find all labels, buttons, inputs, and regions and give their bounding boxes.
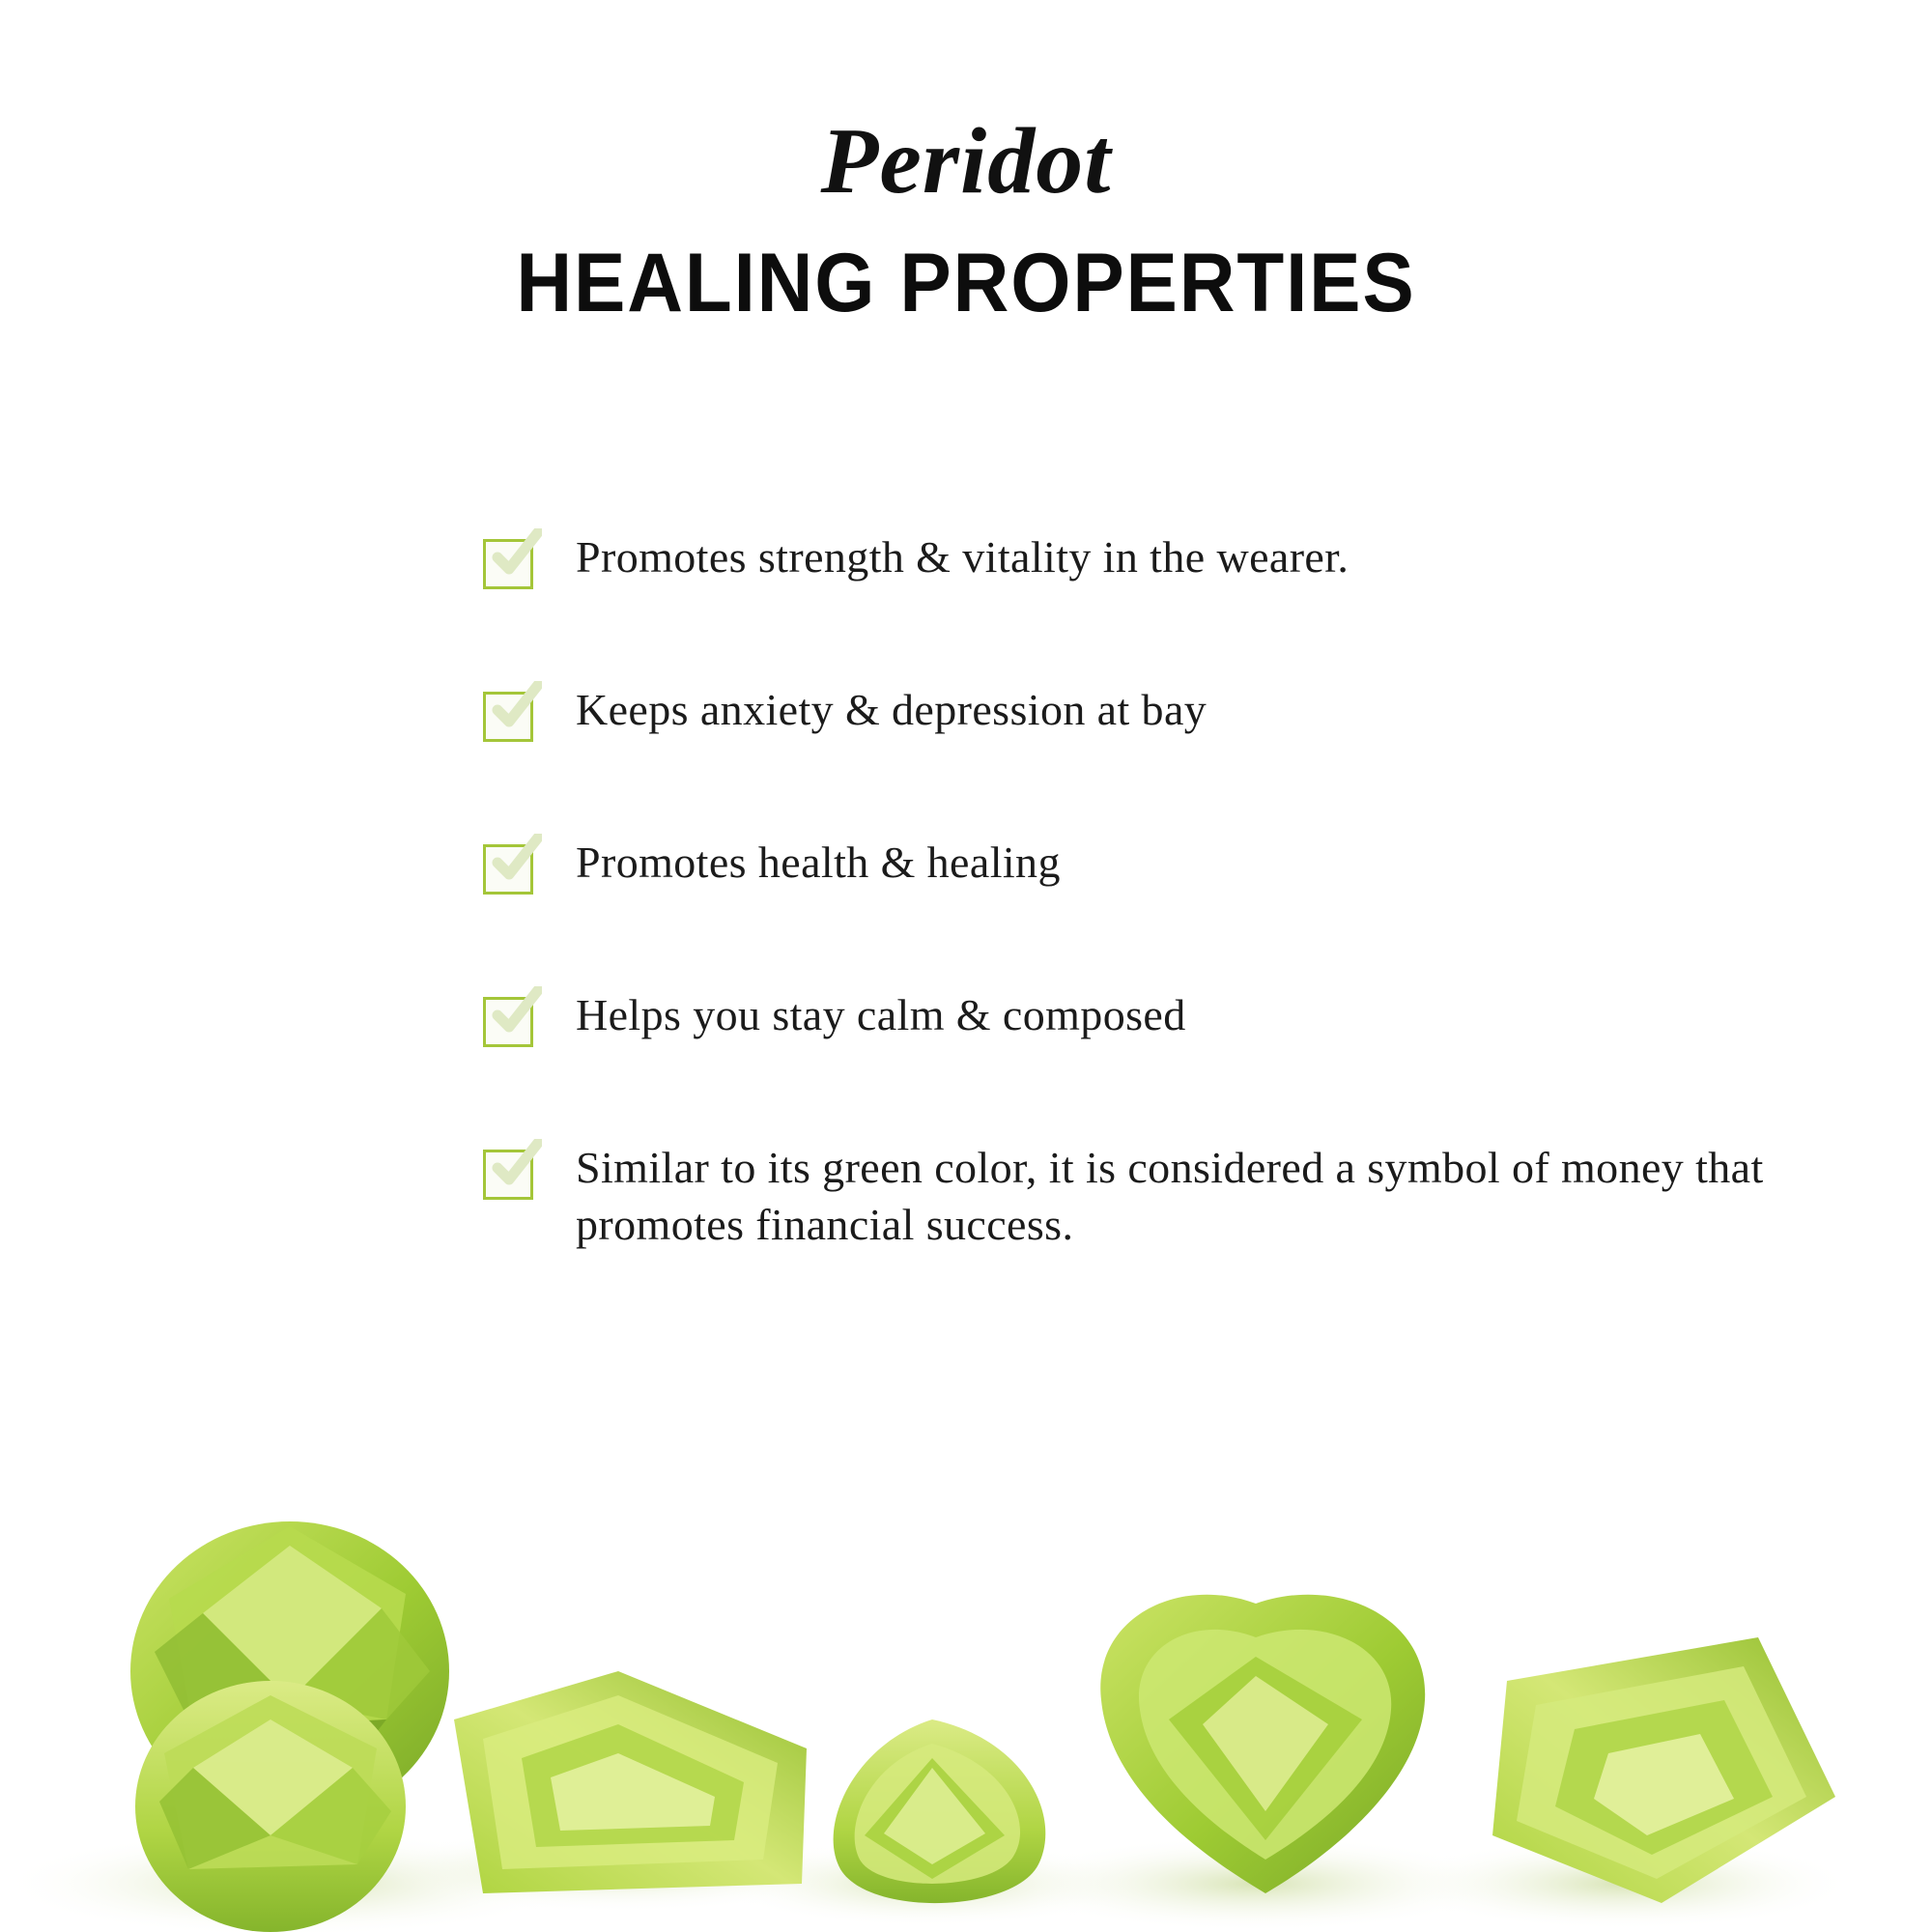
gem-round-cut-small [135, 1681, 406, 1932]
list-item [0, 1140, 1932, 1254]
list-item [0, 682, 1932, 742]
page-title-main: HEALING PROPERTIES [516, 237, 1416, 329]
peridot-gemstones-photo [0, 1430, 1932, 1932]
checkbox-checked-icon [483, 692, 533, 742]
checkbox-checked-icon [483, 997, 533, 1047]
list-item-label: Similar to its green color, it is considered a symbol of money that promotes financial success. [576, 1143, 1764, 1249]
gem-emerald-baguette-cut [454, 1671, 807, 1893]
list-item [0, 529, 1932, 589]
gem-pear-cut [834, 1719, 1046, 1903]
list-item [0, 987, 1932, 1047]
list-item-label: Keeps anxiety & depression at bay [576, 685, 1208, 734]
list-item [0, 835, 1932, 895]
list-item-label: Helps you stay calm & composed [576, 990, 1186, 1039]
list-item-label: Promotes strength & vitality in the wearer. [576, 532, 1350, 582]
list-item-label: Promotes health & healing [576, 838, 1061, 887]
healing-properties-list [0, 529, 1932, 1254]
header [0, 0, 1932, 329]
checkbox-checked-icon [483, 1150, 533, 1200]
page-title-script: Peridot [820, 109, 1112, 213]
checkbox-checked-icon [483, 844, 533, 895]
checkbox-checked-icon [483, 539, 533, 589]
